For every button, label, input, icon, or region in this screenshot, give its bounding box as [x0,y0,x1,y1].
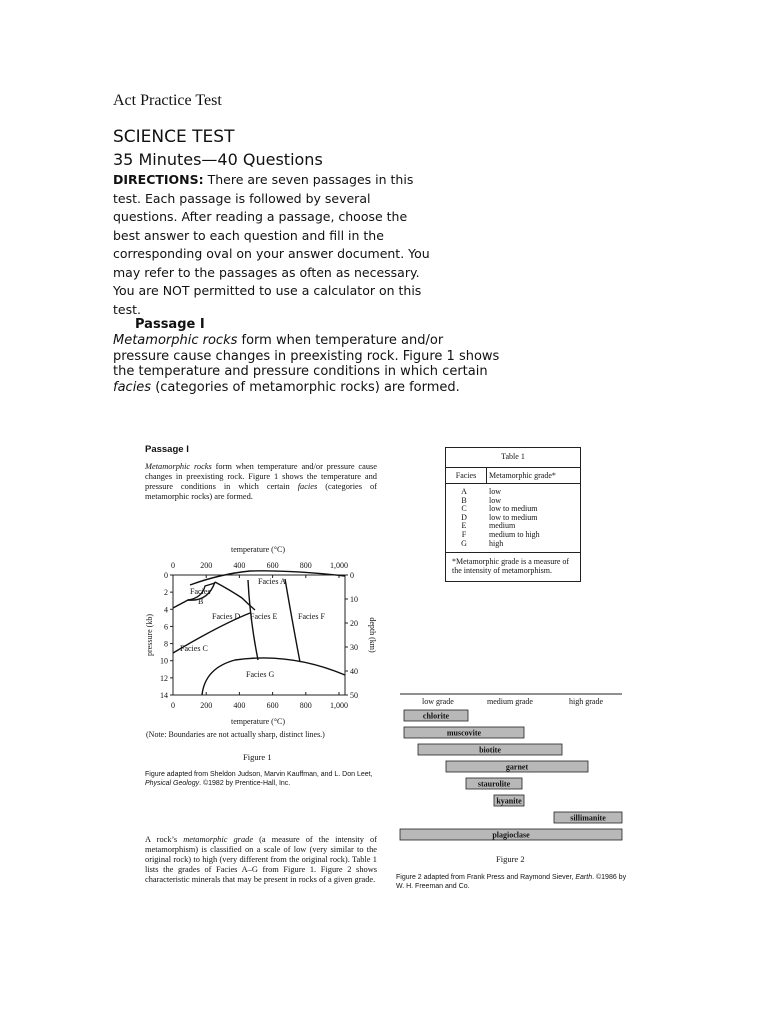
figure1-credit-part2: . ©1982 by Prentice-Hall, Inc. [199,780,291,787]
directions-text: There are seven passages in this test. Each passage is followed by several questions. After reading a passage, choose the best answer to each question and fill in the corresponding oval on your answer document. You may refer to the passages as often as necessary. [113,172,430,280]
facies-g-label: Facies G [246,670,275,679]
table1 [445,447,581,582]
figure1-bottom-tick-label: 600 [266,701,279,710]
facies-f-label: Facies F [298,612,325,621]
figure2-caption: Figure 2 [496,854,525,864]
mineral-label-chlorite: chlorite [422,711,450,721]
table1-body [446,484,580,553]
mineral-label-muscovite: muscovite [446,728,482,738]
figure1-top-tick-label: 600 [266,561,279,570]
facies-d-label: Facies D [212,612,241,621]
passage-intro-part1: form when temperature and/or pressure cause changes in preexisting rock. Figure 1 shows the temperature and pressure conditions in which certain [113,333,500,379]
figure1-phase-diagram [140,540,380,745]
table-row-facies: D [461,512,467,522]
figure1-credit-part1: Figure adapted from Sheldon Judson, Marvin Kauffman, and L. Don Leet, [145,771,373,778]
table-row-facies: A [461,487,467,496]
table-row-grade: low to medium [489,504,538,514]
table-row-facies: B [461,495,467,505]
directions-block [113,171,433,319]
scan-text-part2: (categories of metamorphic rocks) are formed. [145,482,377,501]
figure2-credit-part1: Figure 2 adapted from Frank Press and Raymond Siever, [396,874,576,881]
figure2-credit-part2: . ©1986 by W. H. Freeman and Co. [396,874,627,890]
figure2-mineral-bars [400,710,622,840]
figure1-bottom-tick-label: 200 [200,701,213,710]
table1-header-row [446,468,580,484]
figure1-bottom-tick-label: 0 [171,701,175,710]
table-row-grade: low [489,487,501,496]
scan-passage-heading: Passage I [145,444,189,455]
mineral-label-kyanite: kyanite [496,796,522,806]
passage-term-facies: facies [113,379,152,395]
table-row-grade: high [489,538,504,548]
figure1-caption: Figure 1 [243,752,272,762]
figure2-grade-low: low grade [422,697,454,706]
figure1-bottom-tick-label: 1,000 [330,701,348,710]
bottom-text-part1: A rock’s [145,835,184,844]
figure1-depth-tick-label: 30 [350,643,358,652]
table-row-grade: medium to high [489,529,540,539]
facies-c-label: Facies C [180,644,208,653]
table-row-facies: F [461,529,467,539]
figure1-bottom-tick-label: 800 [299,701,312,710]
test-title: SCIENCE TEST [113,127,235,147]
figure1-top-tick-label: 400 [233,561,246,570]
table1-col-grade: Metamorphic grade* [489,471,556,480]
figure1-pressure-tick-label: 2 [164,588,168,598]
figure1-pressure-tick-label: 0 [164,571,168,580]
table-row-grade: medium [489,521,516,531]
figure1-depth-tick-label: 50 [350,691,358,700]
mineral-label-plagioclase: plagioclase [492,830,530,840]
figure1-depth-tick-label: 10 [350,595,358,604]
figure1-credit-title: Physical Geology [145,780,200,787]
figure1-pressure-tick-label: 12 [160,673,168,683]
table-row-facies: E [461,521,467,531]
test-subtitle: 35 Minutes—40 Questions [113,150,323,169]
document-header-title: Act Practice Test [113,92,222,109]
figure1-depth-tick-label: 20 [350,619,358,628]
figure1-pressure-tick-label: 6 [164,622,168,632]
figure1-pressure-tick-label: 4 [164,605,168,615]
table1-note: *Metamorphic grade is a measure of the intensity of metamorphism. [452,557,570,576]
figure1-note: (Note: Boundaries are not actually sharp, distinct lines.) [146,730,325,739]
scan-passage-text [145,462,377,502]
figure1-pressure-tick-label: 10 [160,656,168,666]
table-row-facies: G [461,538,467,548]
directions-note: You are NOT permitted to use a calculator on this test. [113,283,422,317]
bottom-text-part2: (a measure of the intensity of metamorphism) is classified on a scale of low (very similar to the original rock) to high (very different from the original rock). Table 1 lists the grades of Facies A–G from Figure 1. Figure 2 shows characteristic minerals that may be present in rocks of a given grade. [145,835,377,884]
figure1-top-axis-label: temperature (°C) [230,545,286,554]
figure1-bottom-tick-label: 400 [233,701,246,710]
table-row-facies: C [461,504,467,514]
passage-intro-part2: (categories of metamorphic rocks) are formed. [151,379,460,395]
mineral-label-sillimanite: sillimanite [570,813,606,823]
figure1-bottom-axis-label: temperature (°C) [230,717,286,726]
passage-intro [113,333,503,395]
figure1-top-tick-label: 800 [299,561,312,570]
mineral-label-garnet: garnet [505,762,529,772]
scan-bottom-text [145,835,377,885]
bottom-term-grade: metamorphic grade [183,835,254,844]
figure1-top-tick-label: 1,000 [330,561,348,570]
facies-b-label-line1: Facies [190,587,211,596]
table-row-grade: low [489,495,501,505]
figure2-credit-title: Earth [575,874,593,881]
figure2-mineral-chart [396,690,628,850]
figure2-credit [396,873,636,891]
directions-label: DIRECTIONS: [113,172,204,187]
figure1-right-axis-label: depth (km) [368,617,377,653]
figure1-depth-ticks [345,571,358,700]
passage-heading: Passage I [135,317,205,332]
figure1-depth-tick-label: 40 [350,667,358,676]
table1-title: Table 1 [446,448,580,468]
figure1-left-axis-label: pressure (kb) [145,614,154,656]
figure1-pressure-ticks [160,571,173,700]
figure1-pressure-tick-label: 14 [160,691,168,700]
mineral-label-staurolite: staurolite [477,779,511,789]
facies-a-label: Facies A [258,577,286,586]
table1-col-facies: Facies [446,468,487,483]
figure1-top-tick-label: 200 [200,561,213,570]
figure2-grade-high: high grade [569,697,603,706]
figure1-top-tick-label: 0 [171,561,175,570]
figure1-credit [145,770,385,788]
facies-b-label-line2: B [198,597,204,606]
figure2-grade-medium: medium grade [487,697,533,706]
table-row-grade: low to medium [489,512,538,522]
figure1-pressure-tick-label: 8 [164,639,168,649]
passage-term-metamorphic: Metamorphic rocks [113,333,238,348]
figure1-depth-tick-label: 0 [350,571,354,580]
scan-term-facies: facies [297,482,318,491]
facies-e-label: Facies E [250,612,278,621]
table1-facies-column [446,488,482,548]
scan-text-part1: form when temperature and/or pressure cause changes in preexisting rock. Figure 1 shows the temperature and pressure conditions in which certain [145,462,378,491]
scan-term-metamorphic: Metamorphic rocks [145,462,212,471]
table1-grade-column [482,488,580,548]
mineral-label-biotite: biotite [479,745,501,755]
